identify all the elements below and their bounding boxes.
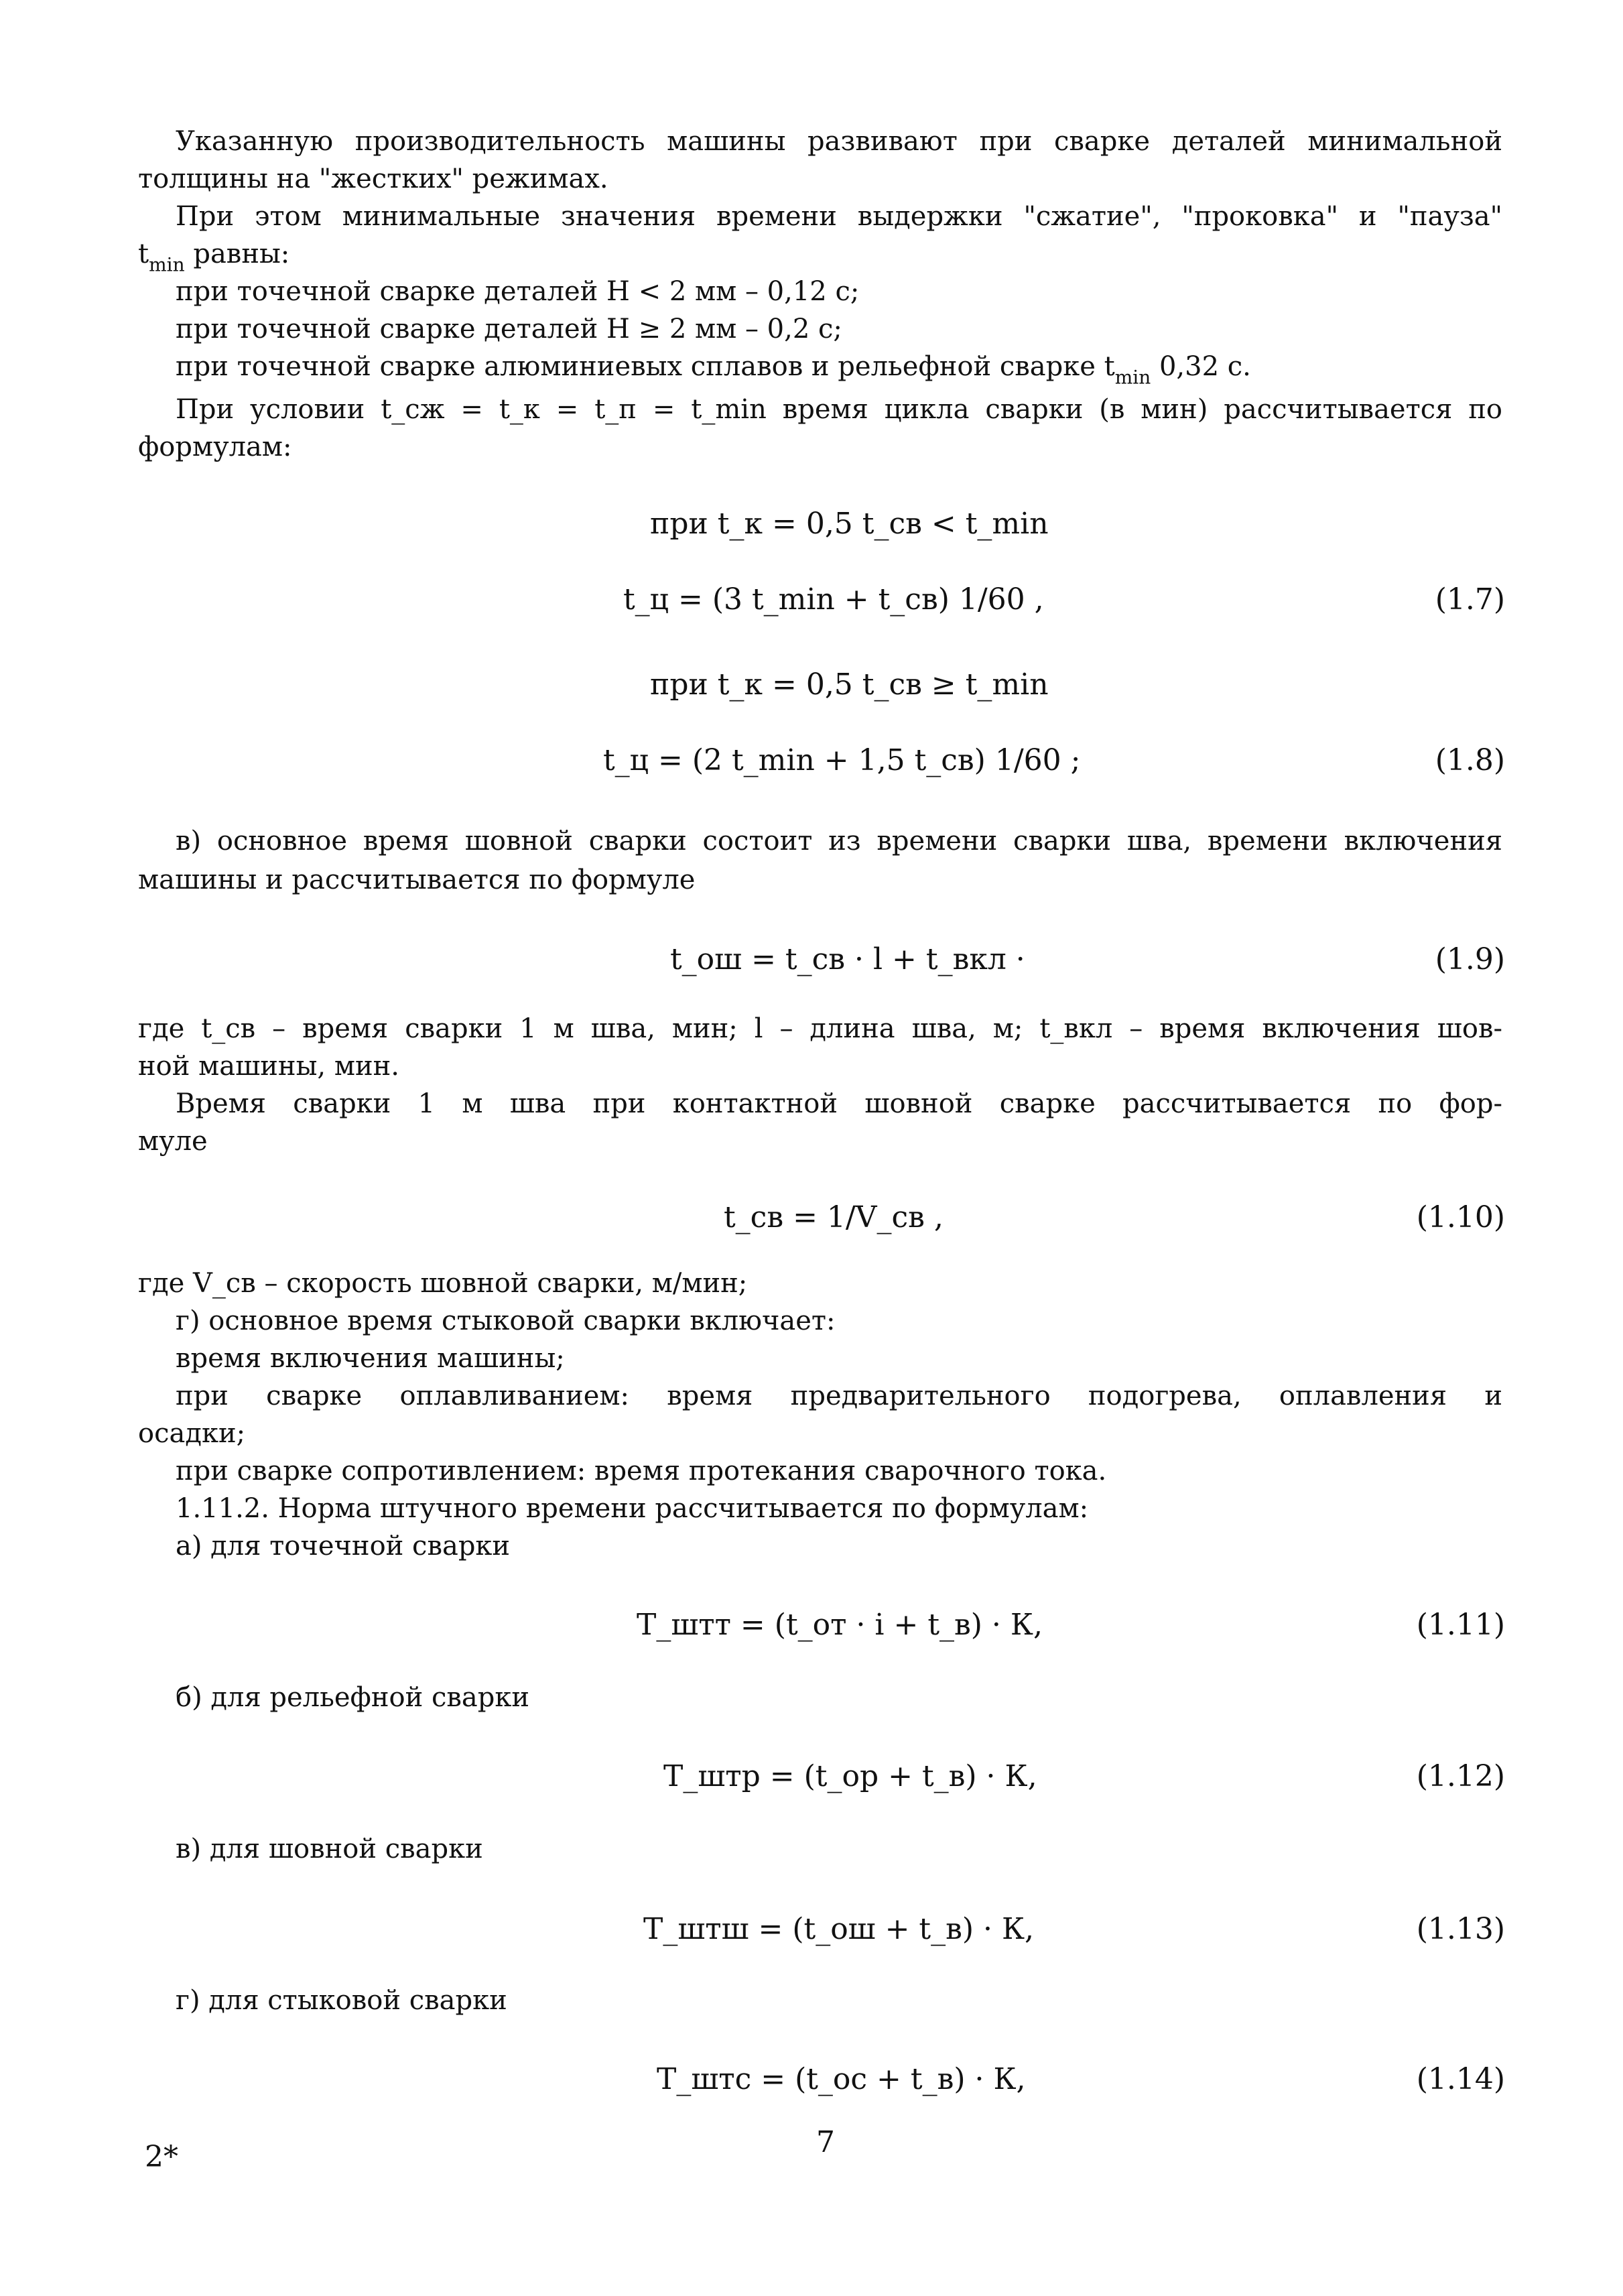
- condition-line-1: При условии t_сж = t_к = t_п = t_min время цикла сварки (в мин) рассчитывается по: [176, 394, 1502, 425]
- case-3: [176, 350, 1251, 395]
- case-b-label: б) для рельефной сварки: [176, 1682, 529, 1713]
- where-line-1: где t_св – время сварки 1 м шва, мин; l – длина шва, м; t_вкл – время включения шов-: [138, 1013, 1502, 1044]
- norm-heading: 1.11.2. Норма штучного времени рассчитывается по формулам:: [176, 1493, 1089, 1524]
- formula-1-14: T_штс = (t_ос + t_в) · К,: [657, 2062, 1026, 2096]
- formula-1-9: t_ош = t_св · l + t_вкл ·: [670, 942, 1025, 976]
- formula-1-7: t_ц = (3 t_min + t_св) 1/60 ,: [623, 582, 1044, 617]
- formula-1-11: T_штт = (t_от · i + t_в) · К,: [637, 1608, 1043, 1642]
- seam-line-2: машины и рассчитывается по формуле: [138, 865, 696, 895]
- formula-1-10: t_св = 1/V_св ,: [724, 1200, 944, 1234]
- formula-1-12-number: (1.12): [1416, 1759, 1505, 1793]
- formula-1-8: t_ц = (2 t_min + 1,5 t_св) 1/60 ;: [603, 743, 1081, 777]
- vcv-line: где V_св – скорость шовной сварки, м/мин;: [138, 1268, 748, 1299]
- formula-1-11-number: (1.11): [1416, 1608, 1505, 1642]
- case-3-sub: min: [1114, 366, 1151, 389]
- time-line-2: муле: [138, 1126, 208, 1157]
- intro-line-1: Указанную производительность машины развивают при сварке деталей минимальной: [176, 126, 1502, 157]
- formula-1-13: T_штш = (t_ош + t_в) · К,: [643, 1912, 1035, 1946]
- formula-1-14-number: (1.14): [1416, 2062, 1505, 2096]
- butt-intro: г) основное время стыковой сварки включает:: [176, 1305, 836, 1336]
- butt-item-3: при сварке сопротивлением: время протекания сварочного тока.: [176, 1456, 1107, 1486]
- formula-1-10-number: (1.10): [1416, 1200, 1505, 1234]
- formula-1-8-number: (1.8): [1435, 743, 1505, 777]
- sheet-mark: 2*: [145, 2140, 178, 2174]
- case-a-label: а) для точечной сварки: [176, 1531, 511, 1561]
- case-3-text: при точечной сварке алюминиевых сплавов и рельефной сварке t: [176, 351, 1115, 382]
- tmin-rest: равны:: [184, 239, 290, 269]
- page-number: 7: [816, 2125, 835, 2159]
- formula-1-12: T_штр = (t_ор + t_в) · К,: [663, 1759, 1037, 1793]
- where-line-2: ной машины, мин.: [138, 1051, 399, 1082]
- formula-1-7-condition: при t_к = 0,5 t_св < t_min: [650, 507, 1049, 541]
- tmin-sub: min: [149, 253, 185, 276]
- formula-1-7-number: (1.7): [1435, 582, 1505, 617]
- case-1: при точечной сварке деталей H < 2 мм – 0,12 с;: [176, 276, 860, 307]
- intro-line-2: толщины на "жестких" режимах.: [138, 164, 608, 194]
- condition-line-2: формулам:: [138, 432, 292, 462]
- butt-item-2-line-1: при сварке оплавливанием: время предварительного подогрева, оплавления и: [176, 1381, 1502, 1411]
- formula-1-13-number: (1.13): [1416, 1912, 1505, 1946]
- case-g-label: г) для стыковой сварки: [176, 1985, 507, 2016]
- formula-1-9-number: (1.9): [1435, 942, 1505, 976]
- case-3-value: 0,32 с.: [1151, 351, 1251, 382]
- seam-line-1: в) основное время шовной сварки состоит из времени сварки шва, времени включения: [176, 826, 1502, 856]
- formula-1-8-condition: при t_к = 0,5 t_св ≥ t_min: [650, 667, 1049, 702]
- case-v-label: в) для шовной сварки: [176, 1834, 483, 1864]
- butt-item-1: время включения машины;: [176, 1343, 565, 1374]
- tmin-var: t: [138, 239, 149, 269]
- case-2: при точечной сварке деталей H ≥ 2 мм – 0,2 с;: [176, 314, 842, 344]
- intro-line-3: При этом минимальные значения времени выдержки "сжатие", "проковка" и "пауза": [176, 201, 1502, 232]
- butt-item-2-line-2: осадки;: [138, 1418, 246, 1449]
- time-line-1: Время сварки 1 м шва при контактной шовной сварке рассчитывается по фор-: [176, 1088, 1502, 1119]
